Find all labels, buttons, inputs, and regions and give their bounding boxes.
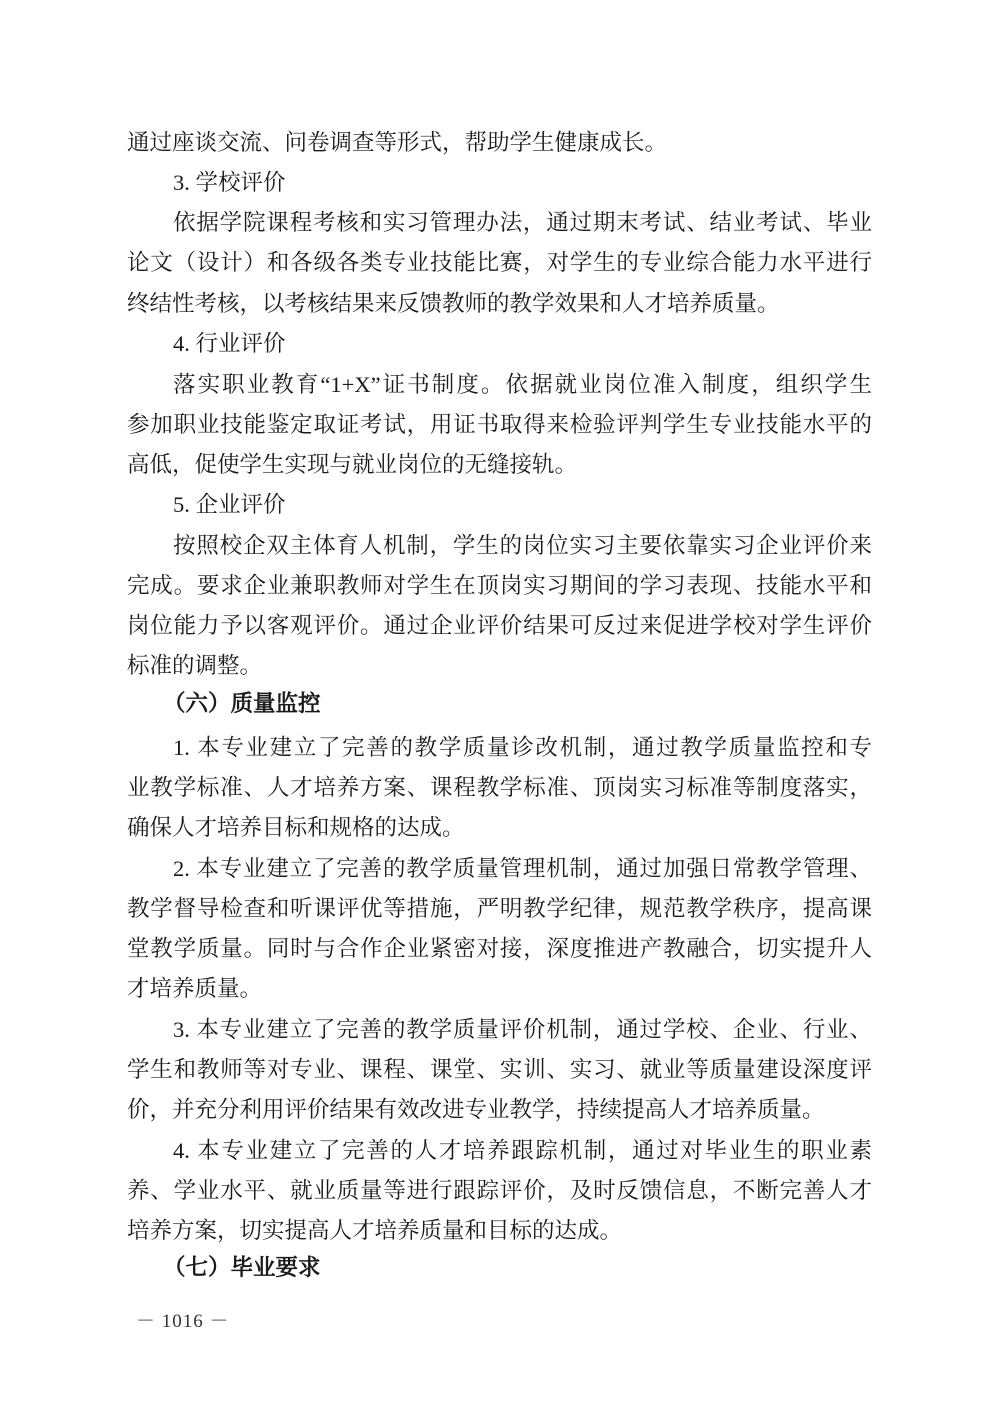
body-text-line: 标准的调整。 xyxy=(127,653,263,678)
section-heading-quality-monitoring: （六）质量监控 xyxy=(163,691,321,716)
body-text-line: 学生和教师等对专业、课程、课堂、实训、实习、就业等质量建设深度评 xyxy=(127,1057,872,1082)
body-text-line: 培养方案，切实提高人才培养质量和目标的达成。 xyxy=(127,1218,623,1243)
body-text-line: 价，并充分利用评价结果有效改进专业教学，持续提高人才培养质量。 xyxy=(127,1097,825,1122)
body-text-line: 按照校企双主体育人机制，学生的岗位实习主要依靠实习企业评价来 xyxy=(173,533,872,558)
body-text-line: 参加职业技能鉴定取证考试，用证书取得来检验评判学生专业技能水平的 xyxy=(127,412,872,437)
body-text-line: 教学督导检查和听课评优等措施，严明教学纪律，规范教学秩序，提高课 xyxy=(127,896,872,921)
body-text-line: 堂教学质量。同时与合作企业紧密对接，深度推进产教融合，切实提升人 xyxy=(127,936,872,961)
body-text-line: 高低，促使学生实现与就业岗位的无缝接轨。 xyxy=(127,452,578,477)
page-number: － 1016 － xyxy=(136,1311,230,1332)
body-text-line: 依据学院课程考核和实习管理办法，通过期末考试、结业考试、毕业 xyxy=(173,210,872,235)
subheading-industry-evaluation: 4. 行业评价 xyxy=(173,331,286,356)
body-text-line: 才培养质量。 xyxy=(127,976,263,1001)
body-text-line: 确保人才培养目标和规格的达成。 xyxy=(127,815,465,840)
body-text-line: 4. 本专业建立了完善的人才培养跟踪机制，通过对毕业生的职业素 xyxy=(173,1138,872,1163)
subheading-enterprise-evaluation: 5. 企业评价 xyxy=(173,492,286,517)
body-text-line: 论文（设计）和各级各类专业技能比赛，对学生的专业综合能力水平进行 xyxy=(127,250,872,275)
body-text-line: 落实职业教育“1+X”证书制度。依据就业岗位准入制度，组织学生 xyxy=(173,372,872,397)
body-text-line: 岗位能力予以客观评价。通过企业评价结果可反过来促进学校对学生评价 xyxy=(127,613,872,638)
body-text-line: 1. 本专业建立了完善的教学质量诊改机制，通过教学质量监控和专 xyxy=(173,735,872,760)
body-text-line: 2. 本专业建立了完善的教学质量管理机制，通过加强日常教学管理、 xyxy=(173,856,872,881)
subheading-school-evaluation: 3. 学校评价 xyxy=(173,170,286,195)
body-text-line: 通过座谈交流、问卷调查等形式，帮助学生健康成长。 xyxy=(127,130,668,155)
body-text-line: 养、学业水平、就业质量等进行跟踪评价，及时反馈信息，不断完善人才 xyxy=(127,1178,872,1203)
body-text-line: 完成。要求企业兼职教师对学生在顶岗实习期间的学习表现、技能水平和 xyxy=(127,573,872,598)
body-text-line: 终结性考核，以考核结果来反馈教师的教学效果和人才培养质量。 xyxy=(127,291,780,316)
body-text-line: 3. 本专业建立了完善的教学质量评价机制，通过学校、企业、行业、 xyxy=(173,1017,872,1042)
body-text-line: 业教学标准、人才培养方案、课程教学标准、顶岗实习标准等制度落实， xyxy=(127,775,872,800)
section-heading-graduation-requirements: （七）毕业要求 xyxy=(163,1255,321,1280)
